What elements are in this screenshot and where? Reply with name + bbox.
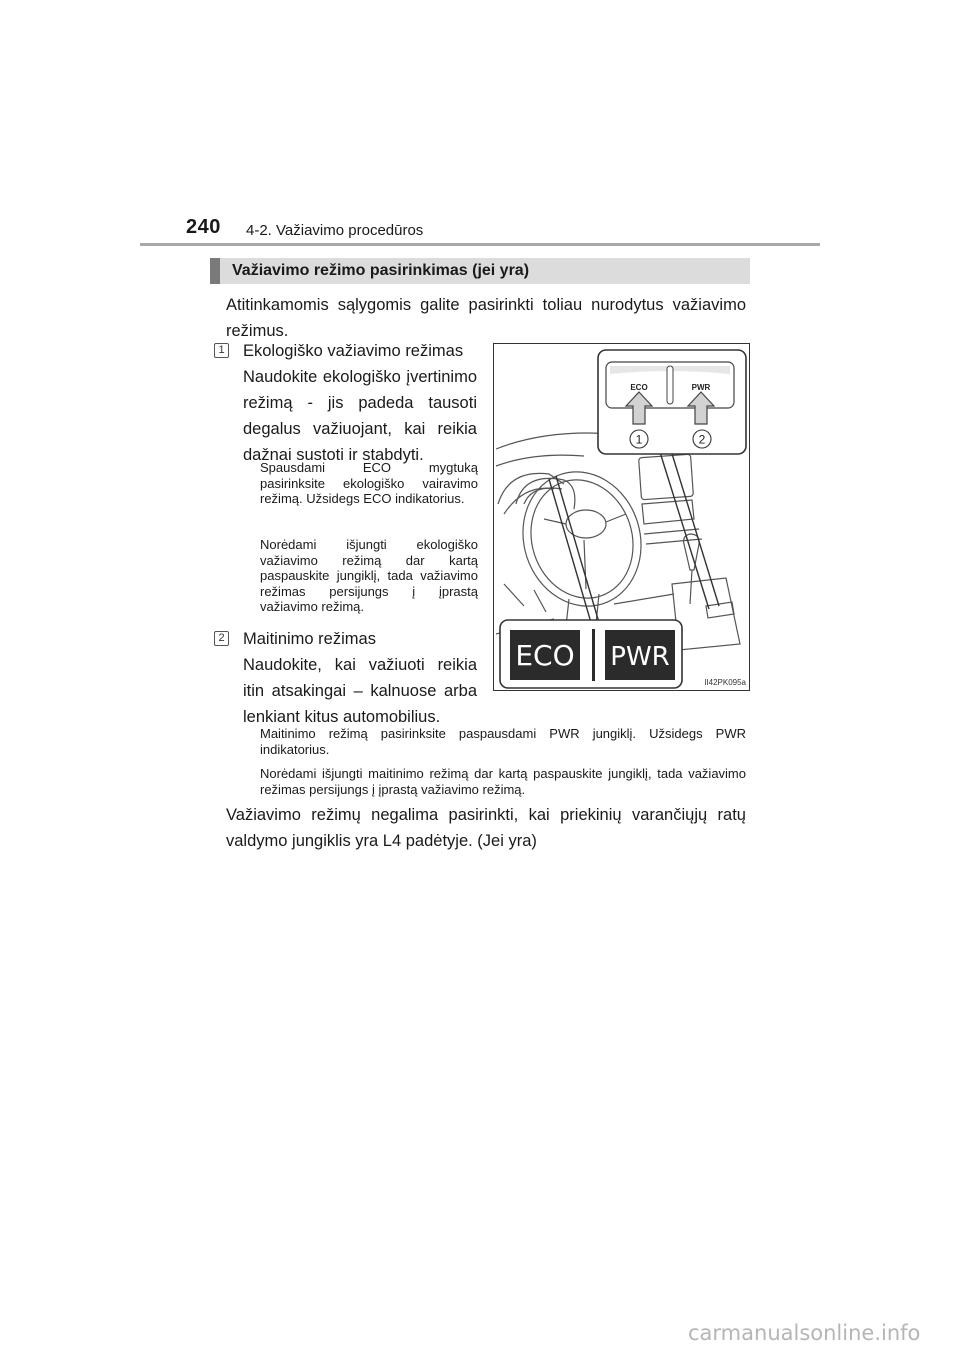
note-power-select: Maitinimo režimą pasirinksite paspausdami PWR jungiklį. Užsidegs PWR indikatorius. <box>260 726 746 757</box>
intro-paragraph: Atitinkamomis sąlygomis galite pasirinkti toliau nurodytus važiavimo režimus. <box>226 296 746 340</box>
item-title-power: Maitinimo režimas <box>243 630 376 648</box>
header-rule <box>140 243 820 246</box>
callout-number: 1 <box>635 432 643 447</box>
switch-divider <box>667 366 673 404</box>
note-power-deselect: Norėdami išjungti maitinimo režimą dar kartą paspauskite jungiklį, tada važiavimo režimas persijungs į įprastą važiavimo režimą. <box>260 766 746 797</box>
item-description-power: Naudokite, kai važiuoti reikia itin atsakingai – kalnuose arba lenkiant kitus automobilius. <box>243 656 477 726</box>
pwr-button-label: PWR <box>691 383 711 392</box>
illustration-svg <box>494 344 750 691</box>
indicator-divider <box>592 629 595 681</box>
pwr-indicator-text: PWR <box>610 642 670 672</box>
item-description-eco: Naudokite ekologiško įvertinimo režimą - jis padeda tausoti degalus važiuojant, kai reikia dažnai sustoti ir stabdyti. <box>243 368 477 464</box>
eco-button-label: ECO <box>630 383 648 392</box>
item-title-eco: Ekologiško važiavimo režimas <box>243 342 464 360</box>
eco-indicator-text: ECO <box>515 639 575 672</box>
dashboard-drawing <box>496 433 740 650</box>
callout-number: 2 <box>698 432 706 447</box>
note-eco-select: Spausdami ECO mygtuką pasirinksite ekologiško vairavimo režimą. Užsidegs ECO indikatorius. <box>260 460 478 506</box>
watermark: carmanualsonline.info <box>688 1321 921 1345</box>
item-number-marker: 1 <box>214 343 229 358</box>
mode-switch-illustration <box>493 343 750 691</box>
section-heading: Važiavimo režimo pasirinkimas (jei yra) <box>210 258 750 284</box>
section-title: 4-2. Važiavimo procedūros <box>246 222 424 239</box>
footer-paragraph: Važiavimo režimų negalima pasirinkti, kai priekinių varančiųjų ratų valdymo jungiklis yra L4 padėtyje. (Jei yra) <box>226 806 746 850</box>
figure-code: II42PK095a <box>704 678 746 687</box>
item-number-marker: 2 <box>214 631 229 646</box>
note-eco-deselect: Norėdami išjungti ekologiško važiavimo režimą dar kartą paspauskite jungiklį, tada važiavimo režimas persijungs į įprastą važiavimo režimą. <box>260 537 478 614</box>
page-number: 240 <box>186 216 221 238</box>
